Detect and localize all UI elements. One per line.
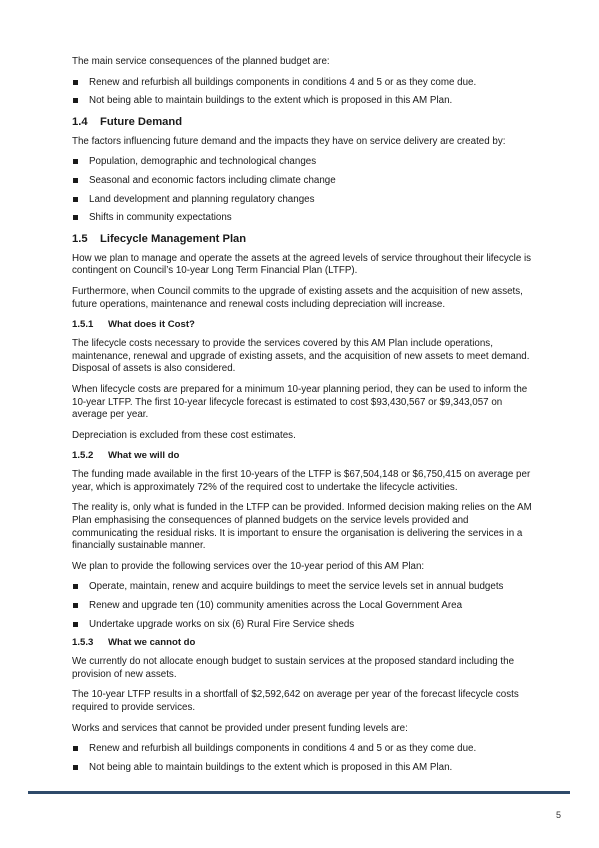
cost-paragraph-1: The lifecycle costs necessary to provide the services covered by this AM Plan include operations, maintenance, renewal and upgrade of existing assets, and the acquisition of new assets to meet demand. Disposal of assets is also considered. bbox=[72, 338, 530, 375]
will-do-paragraph-3: We plan to provide the following services over the 10-year period of this AM Plan: bbox=[72, 560, 425, 572]
will-do-paragraph-2: The reality is, only what is funded in the LTFP can be provided. Informed decision making relies on the AM Plan emphasising the consequences of planned budgets on the service levels provided and communicating the residual risks. It is important to ensure the organisation is delivering the services in a financially sustainable manner. bbox=[72, 502, 532, 552]
lifecycle-paragraph-2: Furthermore, when Council commits to the upgrade of existing assets and the acquisition of new assets, future operations, maintenance and renewal costs including depreciation will increase. bbox=[72, 285, 523, 310]
square-bullet-icon bbox=[73, 603, 78, 608]
list-item: Shifts in community expectations bbox=[72, 212, 534, 225]
heading-what-we-will-do: 1.5.2 What we will do bbox=[72, 450, 180, 462]
cannot-do-paragraph-2: The 10-year LTFP results in a shortfall of $2,592,642 on average per year of the forecast lifecycle costs required to provide services. bbox=[72, 689, 519, 713]
will-do-paragraph-1: The funding made available in the first 10-years of the LTFP is $67,504,148 or $6,750,415 on average per year, which is approximately 72% of the required cost to undertake the lifecycle activities. bbox=[72, 469, 531, 493]
page-content bbox=[72, 56, 534, 780]
list-item: Not being able to maintain buildings to the extent which is proposed in this AM Plan. bbox=[72, 95, 534, 108]
list-item: Population, demographic and technological changes bbox=[72, 156, 534, 169]
list-item: Operate, maintain, renew and acquire buildings to meet the service levels set in annual budgets bbox=[72, 581, 534, 594]
cannot-do-paragraph-1: We currently do not allocate enough budget to sustain services at the proposed standard including the provision of new assets. bbox=[72, 656, 515, 680]
list-item: Renew and refurbish all buildings components in conditions 4 and 5 or as they come due. bbox=[72, 743, 534, 756]
cost-paragraph-3: Depreciation is excluded from these cost estimates. bbox=[72, 429, 296, 441]
square-bullet-icon bbox=[73, 746, 78, 751]
page-number: 5 bbox=[556, 810, 562, 820]
square-bullet-icon bbox=[73, 622, 78, 627]
heading-what-we-cannot-do: 1.5.3 What we cannot do bbox=[72, 637, 196, 649]
square-bullet-icon bbox=[73, 178, 78, 183]
cannot-do-paragraph-3: Works and services that cannot be provided under present funding levels are: bbox=[72, 722, 408, 734]
footer-divider bbox=[28, 791, 570, 794]
square-bullet-icon bbox=[73, 584, 78, 589]
intro-bullet-list bbox=[72, 77, 534, 108]
square-bullet-icon bbox=[73, 197, 78, 202]
lifecycle-paragraph-1: How we plan to manage and operate the assets at the agreed levels of service throughout their lifecycle is contingent on Council’s 10-year Long Term Financial Plan (LTFP). bbox=[72, 252, 532, 277]
square-bullet-icon bbox=[73, 215, 78, 220]
square-bullet-icon bbox=[73, 765, 78, 770]
list-item: Seasonal and economic factors including climate change bbox=[72, 175, 534, 188]
intro-paragraph: The main service consequences of the planned budget are: bbox=[72, 56, 330, 67]
list-item: Not being able to maintain buildings to the extent which is proposed in this AM Plan. bbox=[72, 762, 534, 775]
list-item: Land development and planning regulatory changes bbox=[72, 194, 534, 207]
unfunded-works-list bbox=[72, 743, 534, 774]
heading-lifecycle-management-plan: 1.5 Lifecycle Management Plan bbox=[72, 232, 247, 245]
list-item: Renew and refurbish all buildings components in conditions 4 and 5 or as they come due. bbox=[72, 77, 534, 90]
heading-what-does-it-cost: 1.5.1 What does it Cost? bbox=[72, 319, 195, 331]
square-bullet-icon bbox=[73, 159, 78, 164]
future-demand-paragraph: The factors influencing future demand and the impacts they have on service delivery are created by: bbox=[72, 135, 506, 147]
square-bullet-icon bbox=[73, 80, 78, 85]
demand-factors-list bbox=[72, 156, 534, 224]
planned-services-list bbox=[72, 581, 534, 631]
list-item: Renew and upgrade ten (10) community amenities across the Local Government Area bbox=[72, 600, 534, 613]
heading-future-demand: 1.4 Future Demand bbox=[72, 115, 183, 128]
list-item: Undertake upgrade works on six (6) Rural Fire Service sheds bbox=[72, 619, 534, 632]
cost-paragraph-2: When lifecycle costs are prepared for a minimum 10-year planning period, they can be used to inform the 10-year LTFP. The first 10-year lifecycle forecast is estimated to cost $93,430,567 or $9,343,057 on average per year. bbox=[72, 383, 528, 421]
square-bullet-icon bbox=[73, 98, 78, 103]
